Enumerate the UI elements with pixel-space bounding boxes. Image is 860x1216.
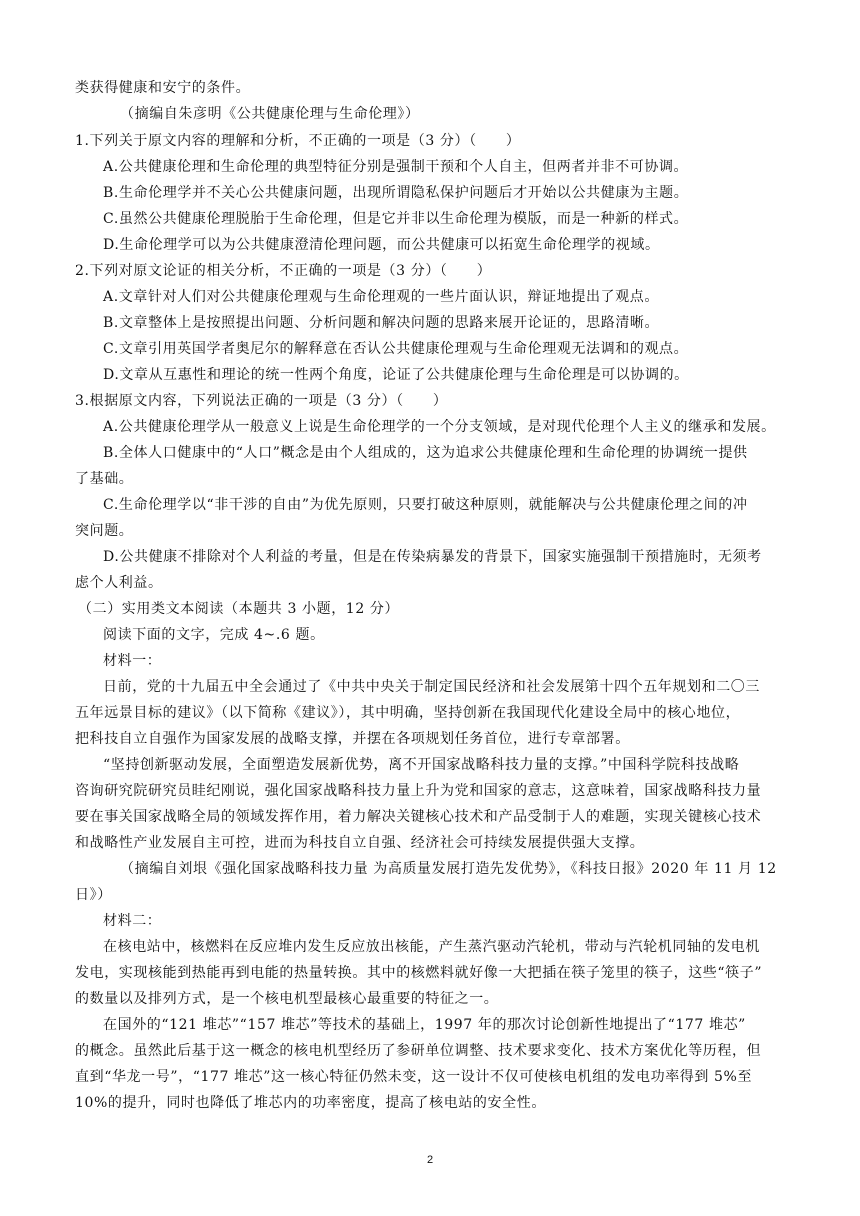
material-2-para-2-line-1: 在国外的“121 堆芯”“157 堆芯”等技术的基础上，1997 年的那次讨论创新性地提出了“177 堆芯” xyxy=(103,1017,746,1033)
material-1-para-1-line-2: 五年远景目标的建议》（以下简称《建议》），其中明确，坚持创新在我国现代化建设全局中的核心地位， xyxy=(75,705,741,721)
material-1-para-1-line-3: 把科技自立自强作为国家发展的战略支撑，并摆在各项规划任务首位，进行专章部署。 xyxy=(75,731,630,747)
material-1-source-line-1: （摘编自刘垠《强化国家战略科技力量 为高质量发展打造先发优势》，《科技日报》2020 年 11 月 12 xyxy=(120,861,777,877)
question-3-option-b: B.全体人口健康中的“人口”概念是由个人组成的，这为追求公共健康伦理和生命伦理的协调统一提供 xyxy=(103,445,748,461)
question-3-option-d: D.公共健康不排除对个人利益的考量，但是在传染病暴发的背景下，国家实施强制干预措施时，无须考 xyxy=(103,549,762,565)
question-1-option-d: D.生命伦理学可以为公共健康澄清伦理问题，而公共健康可以拓宽生命伦理学的视域。 xyxy=(103,237,660,253)
question-2-option-a: A.文章针对人们对公共健康伦理观与生命伦理观的一些片面认识，辩证地提出了观点。 xyxy=(103,289,659,305)
material-1-source-line-2: 日》） xyxy=(75,887,112,903)
section-2-instruction: 阅读下面的文字，完成 4~.6 题。 xyxy=(103,627,325,643)
question-3-option-d-cont: 虑个人利益。 xyxy=(75,575,163,591)
question-3-option-c-cont: 突问题。 xyxy=(75,523,134,539)
page-number: 2 xyxy=(426,1154,434,1166)
question-1-option-a: A.公共健康伦理和生命伦理的典型特征分别是强制干预和个人自主，但两者并非不可协调。 xyxy=(103,159,689,175)
question-3-stem: 3.根据原文内容，下列说法正确的一项是（3 分）（ ） xyxy=(75,393,448,409)
material-1-para-1-line-1: 日前，党的十九届五中全会通过了《中共中央关于制定国民经济和社会发展第十四个五年规划和二〇三 xyxy=(103,679,760,695)
material-1-para-2-line-3: 要在事关国家战略全局的领域发挥作用，着力解决关键核心技术和产品受制于人的难题，实现关键核心技术 xyxy=(75,809,762,825)
material-2-label: 材料二： xyxy=(103,913,162,929)
question-3-option-c: C.生命伦理学以“非干涉的自由”为优先原则，只要打破这种原则，就能解决与公共健康伦理之间的冲 xyxy=(103,497,748,513)
material-2-para-2-line-2: 的概念。虽然此后基于这一概念的核电机型经历了参研单位调整、技术要求变化、技术方案优化等历程，但 xyxy=(75,1043,762,1059)
passage-tail: 类获得健康和安宁的条件。 xyxy=(75,80,251,96)
question-1-option-c: C.虽然公共健康伦理脱胎于生命伦理，但是它并非以生命伦理为模版，而是一种新的样式。 xyxy=(103,211,689,227)
material-2-para-1-line-2: 发电，实现核能到热能再到电能的热量转换。其中的核燃料就好像一大把插在筷子笼里的筷子，这些“筷子” xyxy=(75,965,763,981)
question-1-option-b: B.生命伦理学并不关心公共健康问题，出现所谓隐私保护问题后才开始以公共健康为主题。 xyxy=(103,185,689,201)
material-2-para-1-line-1: 在核电站中，核燃料在反应堆内发生反应放出核能，产生蒸汽驱动汽轮机，带动与汽轮机同轴的发电机 xyxy=(103,939,760,955)
question-2-option-c: C.文章引用英国学者奥尼尔的解释意在否认公共健康伦理观与生命伦理观无法调和的观点。 xyxy=(103,341,689,357)
material-1-para-2-line-4: 和战略性产业发展自主可控，进而为科技自立自强、经济社会可持续发展提供强大支撑。 xyxy=(75,835,645,851)
passage-source: （摘编自朱彦明《公共健康伦理与生命伦理》） xyxy=(120,106,420,122)
question-2-stem: 2.下列对原文论证的相关分析，不正确的一项是（3 分）（ ） xyxy=(75,263,492,279)
question-1-stem: 1.下列关于原文内容的理解和分析，不正确的一项是（3 分）（ ） xyxy=(75,133,521,149)
material-2-para-2-line-4: 10%的提升，同时也降低了堆芯内的功率密度，提高了核电站的安全性。 xyxy=(75,1095,546,1111)
question-2-option-b: B.文章整体上是按照提出问题、分析问题和解决问题的思路来展开论证的，思路清晰。 xyxy=(103,315,660,331)
material-2-para-1-line-3: 的数量以及排列方式，是一个核电机型最核心最重要的特征之一。 xyxy=(75,991,499,1007)
material-2-para-2-line-3: 直到“华龙一号”，“177 堆芯”这一核心特征仍然未变，这一设计不仅可使核电机组的发电功率得到 5%至 xyxy=(75,1069,753,1085)
question-3-option-a: A.公共健康伦理学从一般意义上说是生命伦理学的一个分支领域，是对现代伦理个人主义的继承和发展。 xyxy=(103,419,776,435)
material-1-para-2-line-1: “坚持创新驱动发展，全面塑造发展新优势，离不开国家战略科技力量的支撑。”中国科学院科技战略 xyxy=(103,757,740,773)
question-3-option-b-cont: 了基础。 xyxy=(75,471,134,487)
material-1-label: 材料一： xyxy=(103,653,162,669)
section-2-heading: （二）实用类文本阅读（本题共 3 小题，12 分） xyxy=(78,601,400,617)
material-1-para-2-line-2: 咨询研究院研究员眭纪刚说，强化国家战略科技力量上升为党和国家的意志，这意味着，国家战略科技力量 xyxy=(75,783,762,799)
question-2-option-d: D.文章从互惠性和理论的统一性两个角度，论证了公共健康伦理与生命伦理是可以协调的。 xyxy=(103,367,689,383)
